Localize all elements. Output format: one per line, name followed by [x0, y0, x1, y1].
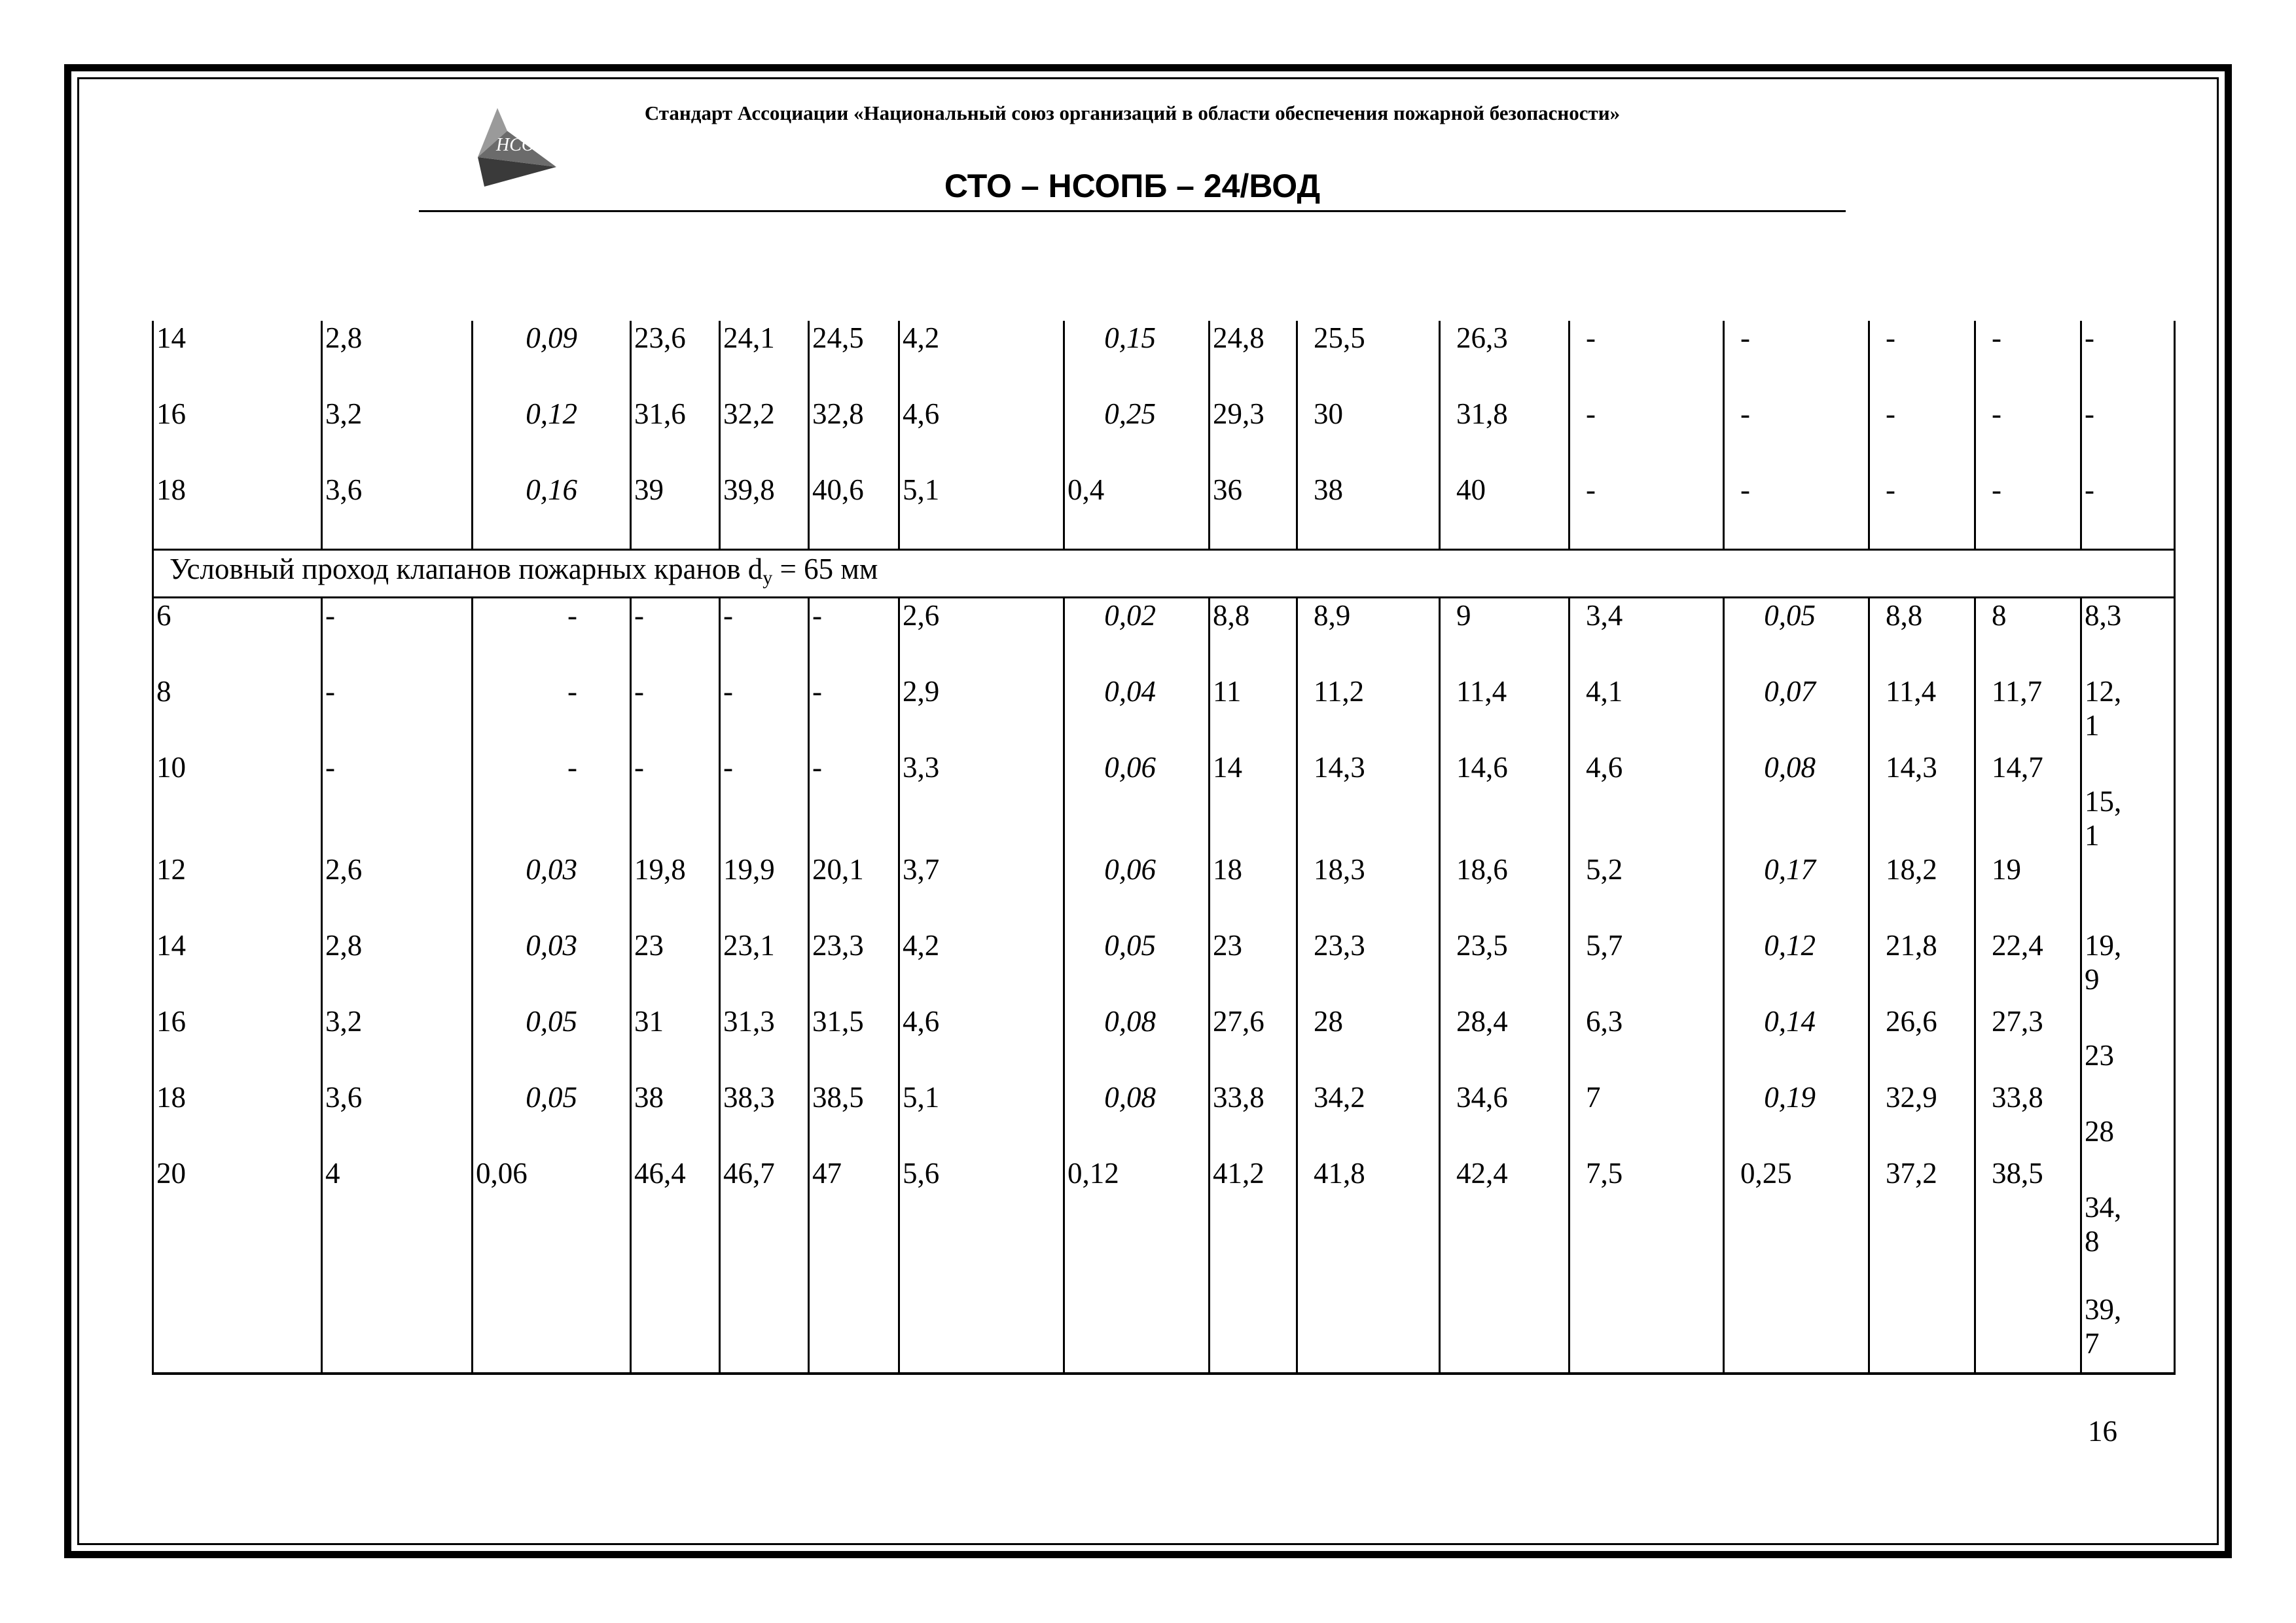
- table-cell: 14: [153, 928, 322, 1004]
- table-cell: 31,8: [1440, 397, 1570, 473]
- table-cell: 19: [1975, 852, 2081, 928]
- table-cell: 0,02: [1064, 598, 1210, 675]
- table-cell: -: [473, 598, 631, 675]
- table-cell: 31,3: [720, 1004, 809, 1080]
- table-cell: 23: [631, 928, 720, 1004]
- table-cell: 0,06: [1064, 750, 1210, 852]
- table-cell: 3,4: [1570, 598, 1724, 675]
- page-number: 16: [2088, 1415, 2117, 1448]
- table-cell: 10: [153, 750, 322, 852]
- table-cell: 31: [631, 1004, 720, 1080]
- table-cell: 0,14: [1724, 1004, 1869, 1080]
- table-cell: 5,2: [1570, 852, 1724, 928]
- table-cell: 39: [631, 473, 720, 550]
- table-cell: 0,03: [473, 852, 631, 928]
- table-cell: 4,1: [1570, 674, 1724, 750]
- table-cell: 31,6: [631, 397, 720, 473]
- table-cell: -: [631, 750, 720, 852]
- table-cell: 34,6: [1440, 1080, 1570, 1156]
- table-row: [153, 397, 2175, 473]
- table-cell: 38,3: [720, 1080, 809, 1156]
- table-cell: -: [1975, 397, 2081, 473]
- table-cell: 24,1: [720, 321, 809, 397]
- table-cell: 0,25: [1064, 397, 1210, 473]
- table-cell: 36: [1210, 473, 1297, 550]
- table-cell: 18,2: [1869, 852, 1975, 928]
- table-cell: -: [473, 674, 631, 750]
- table-cell: 38,5: [809, 1080, 899, 1156]
- table-cell: 0,12: [1064, 1156, 1210, 1374]
- table-cell: -: [1975, 473, 2081, 550]
- table-cell: 4,6: [1570, 750, 1724, 852]
- table-cell: 20,1: [809, 852, 899, 928]
- table-cell: 5,7: [1570, 928, 1724, 1004]
- table-cell: -: [322, 674, 473, 750]
- table-cell: 28,4: [1440, 1004, 1570, 1080]
- table-cell: 47: [809, 1156, 899, 1374]
- table-cell: 38: [631, 1080, 720, 1156]
- table-cell: 23,3: [809, 928, 899, 1004]
- table-cell: 18: [153, 1080, 322, 1156]
- table-cell: 0,06: [1064, 852, 1210, 928]
- table-row: [153, 1004, 2175, 1080]
- table-cell: 14,3: [1869, 750, 1975, 852]
- table-cell: 0,05: [473, 1004, 631, 1080]
- table-cell: 41,8: [1297, 1156, 1440, 1374]
- table-cell: 4,6: [899, 1004, 1064, 1080]
- table-row: [153, 750, 2175, 852]
- table-cell: 0,07: [1724, 674, 1869, 750]
- table-cell: -: [1869, 321, 1975, 397]
- table-cell: 5,1: [899, 1080, 1064, 1156]
- table-cell: -: [1724, 321, 1869, 397]
- table-cell: -: [1724, 473, 1869, 550]
- table-cell: 19,8: [631, 852, 720, 928]
- table-cell: 26,3: [1440, 321, 1570, 397]
- table-cell: 0,17: [1724, 852, 1869, 928]
- table-cell: 11: [1210, 674, 1297, 750]
- table-cell: 15, 1: [2081, 750, 2175, 852]
- table-cell: 0,08: [1064, 1004, 1210, 1080]
- table-cell: 23: [2081, 1004, 2175, 1080]
- table-cell: 4: [322, 1156, 473, 1374]
- table-cell: 24,5: [809, 321, 899, 397]
- table-cell: 5,1: [899, 473, 1064, 550]
- table-cell: 33,8: [1975, 1080, 2081, 1156]
- table-cell: 32,8: [809, 397, 899, 473]
- table-cell: 23,3: [1297, 928, 1440, 1004]
- table-cell: 14,7: [1975, 750, 2081, 852]
- table-cell: 4,6: [899, 397, 1064, 473]
- table-cell: 18,3: [1297, 852, 1440, 928]
- table-cell: 8: [153, 674, 322, 750]
- table-cell: 22,4: [1975, 928, 2081, 1004]
- table-cell: 11,4: [1440, 674, 1570, 750]
- table-cell: 0,08: [1724, 750, 1869, 852]
- table-cell: -: [809, 750, 899, 852]
- table-cell: 46,4: [631, 1156, 720, 1374]
- table-cell: 11,2: [1297, 674, 1440, 750]
- table-cell: 2,8: [322, 321, 473, 397]
- section-row: [153, 550, 2175, 598]
- table-cell: 0,12: [1724, 928, 1869, 1004]
- table-cell: -: [720, 598, 809, 675]
- table-cell: 27,3: [1975, 1004, 2081, 1080]
- table-row: [153, 928, 2175, 1004]
- table-cell: 12: [153, 852, 322, 928]
- table-cell: -: [473, 750, 631, 852]
- table-cell: 4,2: [899, 321, 1064, 397]
- table-cell: 8,3: [2081, 598, 2175, 675]
- table-row: [153, 598, 2175, 675]
- table-cell: 42,4: [1440, 1156, 1570, 1374]
- table-cell: -: [322, 598, 473, 675]
- table-cell: 2,8: [322, 928, 473, 1004]
- table-cell: 7,5: [1570, 1156, 1724, 1374]
- table-cell: 19, 9: [2081, 928, 2175, 1004]
- table-cell: 21,8: [1869, 928, 1975, 1004]
- table-cell: 0,05: [473, 1080, 631, 1156]
- table-cell: -: [1724, 397, 1869, 473]
- table-cell: 8,9: [1297, 598, 1440, 675]
- table-cell: -: [2081, 397, 2175, 473]
- table-cell: [2081, 852, 2175, 928]
- table-cell: 14,6: [1440, 750, 1570, 852]
- table-cell: 0,05: [1064, 928, 1210, 1004]
- table-cell: 0,4: [1064, 473, 1210, 550]
- table-cell: -: [631, 674, 720, 750]
- table-cell: -: [322, 750, 473, 852]
- table-cell: 3,2: [322, 1004, 473, 1080]
- table-cell: 20: [153, 1156, 322, 1374]
- table-cell: 23: [1210, 928, 1297, 1004]
- table-cell: 31,5: [809, 1004, 899, 1080]
- table-cell: -: [720, 674, 809, 750]
- table-cell: 0,06: [473, 1156, 631, 1374]
- association-title: Стандарт Ассоциации «Национальный союз организаций в области обеспечения пожарной безопасности»: [644, 101, 1621, 124]
- table-cell: 14,3: [1297, 750, 1440, 852]
- table-cell: 0,12: [473, 397, 631, 473]
- table-cell: 27,6: [1210, 1004, 1297, 1080]
- section-title: Условный проход клапанов пожарных кранов $d_у = 65$ мм: [153, 550, 2175, 598]
- table-cell: 18: [153, 473, 322, 550]
- table-cell: 29,3: [1210, 397, 1297, 473]
- table-cell: 5,6: [899, 1156, 1064, 1374]
- table-cell: -: [631, 598, 720, 675]
- table-cell: 23,6: [631, 321, 720, 397]
- table-cell: -: [1570, 473, 1724, 550]
- table-cell: 28: [2081, 1080, 2175, 1156]
- header-rule: [419, 210, 1846, 212]
- table-cell: 6: [153, 598, 322, 675]
- table-cell: 8,8: [1869, 598, 1975, 675]
- table-cell: 34,2: [1297, 1080, 1440, 1156]
- table-cell: 8: [1975, 598, 2081, 675]
- table-cell: 19,9: [720, 852, 809, 928]
- table-cell: 0,16: [473, 473, 631, 550]
- table-cell: 3,3: [899, 750, 1064, 852]
- table-cell: 6,3: [1570, 1004, 1724, 1080]
- table-cell: 0,03: [473, 928, 631, 1004]
- table-cell: 18,6: [1440, 852, 1570, 928]
- table-cell: 16: [153, 1004, 322, 1080]
- table-cell: 16: [153, 397, 322, 473]
- table-cell: 11,4: [1869, 674, 1975, 750]
- table-row: [153, 321, 2175, 397]
- table-cell: 26,6: [1869, 1004, 1975, 1080]
- table-cell: -: [1869, 397, 1975, 473]
- table-cell: 0,25: [1724, 1156, 1869, 1374]
- table-cell: 0,04: [1064, 674, 1210, 750]
- table-cell: 38: [1297, 473, 1440, 550]
- table-cell: 2,6: [899, 598, 1064, 675]
- table-cell: 32,2: [720, 397, 809, 473]
- table-cell: 23,1: [720, 928, 809, 1004]
- logo-text: НСОПБ: [496, 135, 559, 155]
- table-cell: 4,2: [899, 928, 1064, 1004]
- table-cell: -: [809, 598, 899, 675]
- table-cell: -: [1570, 397, 1724, 473]
- table-cell: -: [2081, 321, 2175, 397]
- table-cell: 40: [1440, 473, 1570, 550]
- table-row: [153, 852, 2175, 928]
- table-cell: -: [1570, 321, 1724, 397]
- table-cell: 3,7: [899, 852, 1064, 928]
- table-cell: 37,2: [1869, 1156, 1975, 1374]
- table-cell: 34, 8 39, 7: [2081, 1156, 2175, 1374]
- table-cell: 0,08: [1064, 1080, 1210, 1156]
- table-cell: 14: [1210, 750, 1297, 852]
- table-cell: 3,2: [322, 397, 473, 473]
- table-cell: 3,6: [322, 473, 473, 550]
- table-cell: 46,7: [720, 1156, 809, 1374]
- table-cell: 24,8: [1210, 321, 1297, 397]
- table-cell: 41,2: [1210, 1156, 1297, 1374]
- table-cell: 2,9: [899, 674, 1064, 750]
- table-cell: 0,09: [473, 321, 631, 397]
- table-cell: 40,6: [809, 473, 899, 550]
- document-code: СТО – НСОПБ – 24/ВОД: [944, 168, 1321, 204]
- table-row: [153, 473, 2175, 550]
- table-cell: 3,6: [322, 1080, 473, 1156]
- table-cell: 28: [1297, 1004, 1440, 1080]
- table-cell: 14: [153, 321, 322, 397]
- table-cell: 9: [1440, 598, 1570, 675]
- table-cell: 33,8: [1210, 1080, 1297, 1156]
- table-cell: 0,15: [1064, 321, 1210, 397]
- table-cell: -: [720, 750, 809, 852]
- table-cell: -: [1869, 473, 1975, 550]
- table-cell: -: [2081, 473, 2175, 550]
- table-cell: 8,8: [1210, 598, 1297, 675]
- table-cell: 25,5: [1297, 321, 1440, 397]
- table-cell: 23,5: [1440, 928, 1570, 1004]
- table-cell: 39,8: [720, 473, 809, 550]
- table-row: [153, 1156, 2175, 1374]
- table-cell: 30: [1297, 397, 1440, 473]
- table-cell: 7: [1570, 1080, 1724, 1156]
- data-table: [152, 321, 2176, 1375]
- table-cell: 32,9: [1869, 1080, 1975, 1156]
- table-row: [153, 1080, 2175, 1156]
- table-cell: 12, 1: [2081, 674, 2175, 750]
- table-row: [153, 674, 2175, 750]
- table-cell: -: [809, 674, 899, 750]
- table-cell: 11,7: [1975, 674, 2081, 750]
- table-cell: 2,6: [322, 852, 473, 928]
- table-cell: 0,05: [1724, 598, 1869, 675]
- table-cell: 0,19: [1724, 1080, 1869, 1156]
- table-cell: 18: [1210, 852, 1297, 928]
- table-cell: -: [1975, 321, 2081, 397]
- table-cell: 38,5: [1975, 1156, 2081, 1374]
